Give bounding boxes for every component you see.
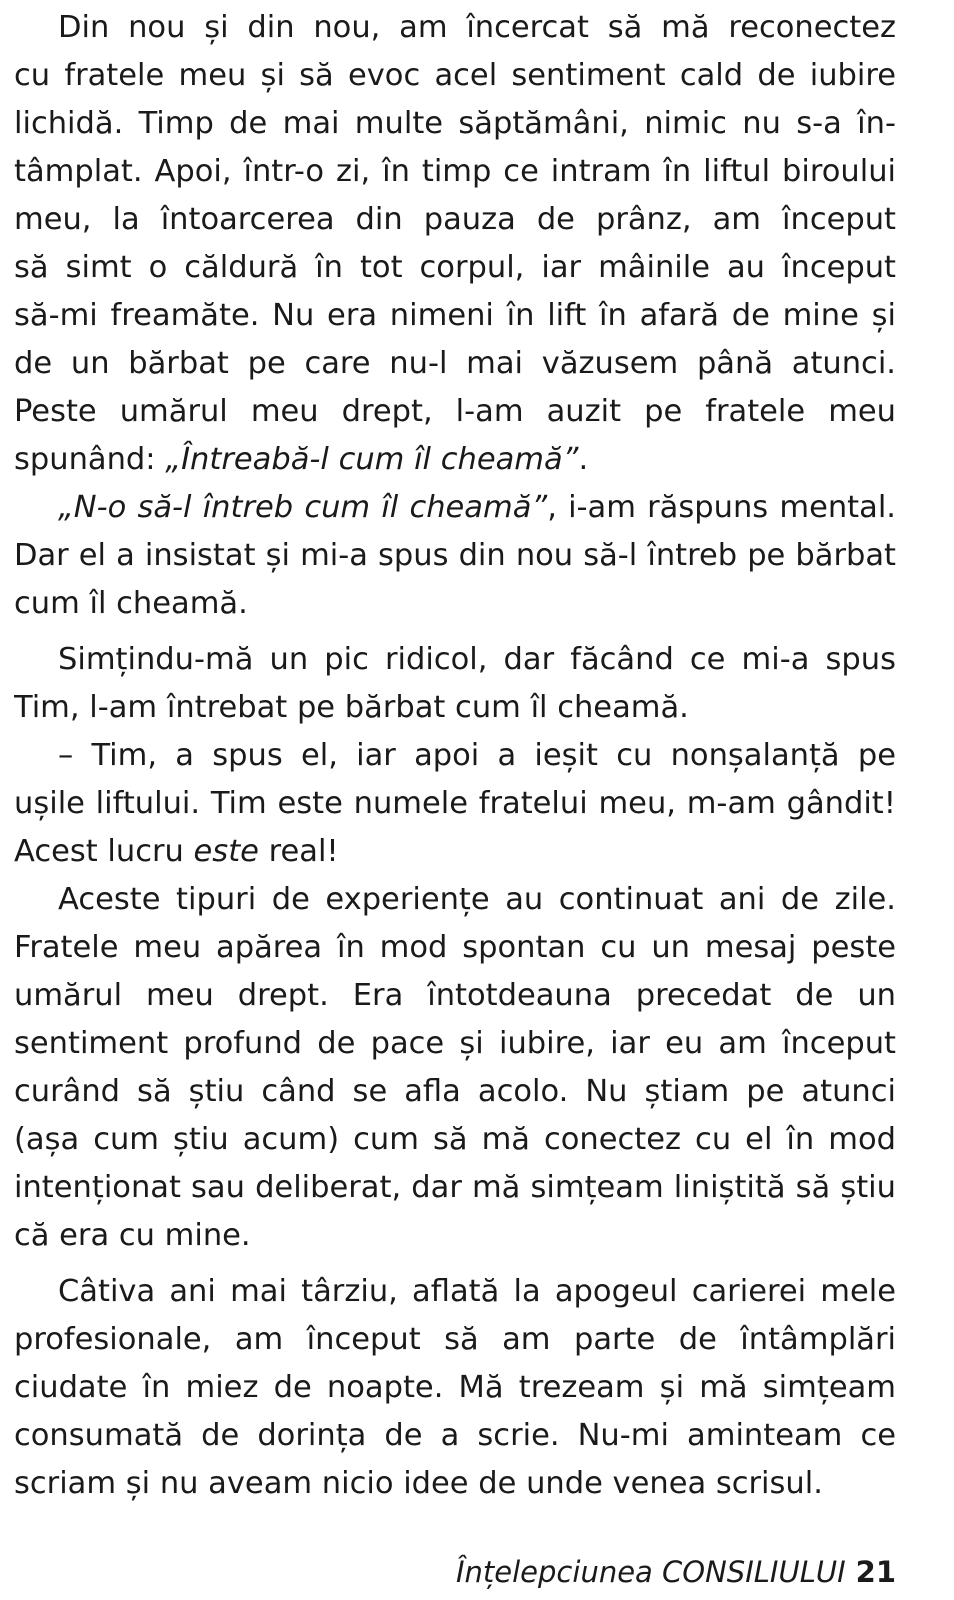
text-line: Peste umărul meu drept, l-am auzit pe fratele meu	[14, 394, 896, 429]
text-line: ciudate în miez de noapte. Mă trezeam și mă simțeam	[14, 1370, 896, 1405]
text-line: – Tim, a spus el, iar apoi a ieșit cu nonșalanță pe	[58, 738, 896, 773]
text-line: să simt o căldură în tot corpul, iar mâinile au început	[14, 250, 896, 285]
page-footer	[456, 1552, 896, 1592]
text-span: spunând:	[14, 442, 166, 477]
text-line: să-mi freamăte. Nu era nimeni în lift în afară de mine și	[14, 298, 896, 333]
text-span: Acest lucru	[14, 834, 194, 869]
italic-word: este	[193, 834, 259, 869]
text-span: .	[578, 442, 589, 477]
paragraph-5	[14, 876, 896, 1260]
text-line: cu fratele meu și să evoc acel sentiment cald de iubire	[14, 58, 896, 93]
text-line: Tim, l-am întrebat pe bărbat cum îl cheamă.	[14, 690, 689, 725]
paragraph-2	[14, 484, 896, 628]
text-line: sentiment profund de pace și iubire, iar eu am început	[14, 1026, 896, 1061]
text-line: (așa cum știu acum) cum să mă conectez cu el în mod	[14, 1122, 896, 1157]
text-line: Dar el a insistat și mi-a spus din nou să-l întreb pe bărbat	[14, 538, 896, 573]
text-line: ușile liftului. Tim este numele fratelui meu, m-am gândit!	[14, 786, 896, 821]
text-line: consumată de dorința de a scrie. Nu-mi aminteam ce	[14, 1418, 896, 1453]
text-line: lichidă. Timp de mai multe săptămâni, nimic nu s-a în-	[14, 106, 896, 141]
text-line: că era cu mine.	[14, 1218, 251, 1253]
text-line: Fratele meu apărea în mod spontan cu un mesaj peste	[14, 930, 896, 965]
text-line: umărul meu drept. Era întotdeauna precedat de un	[14, 978, 896, 1013]
paragraph-6	[14, 1268, 896, 1508]
italic-quote: „Întreabă-l cum îl cheamă”	[165, 442, 579, 477]
text-line	[14, 484, 896, 532]
italic-quote: „N-o să-l întreb cum îl cheamă”	[58, 490, 548, 525]
body-text	[14, 4, 896, 1508]
text-line: de un bărbat pe care nu-l mai văzusem până atunci.	[14, 346, 896, 381]
text-line: Simțindu-mă un pic ridicol, dar făcând ce mi-a spus	[58, 642, 896, 677]
text-line: curând să știu când se afla acolo. Nu știam pe atunci	[14, 1074, 896, 1109]
book-title: Înțelepciunea CONSILIULUI	[455, 1555, 846, 1589]
text-line: cum îl cheamă.	[14, 586, 248, 621]
text-span: , i-am răspuns mental.	[547, 490, 896, 525]
text-line: scriam și nu aveam nicio idee de unde venea scrisul.	[14, 1466, 823, 1501]
text-line: tâmplat. Apoi, într-o zi, în timp ce intram în liftul biroului	[14, 154, 896, 189]
text-line: profesionale, am început să am parte de întâmplări	[14, 1322, 896, 1357]
paragraph-3	[14, 636, 896, 732]
text-line: intenționat sau deliberat, dar mă simțeam liniștită să știu	[14, 1170, 896, 1205]
text-line: Câtiva ani mai târziu, aflată la apogeul carierei mele	[58, 1274, 896, 1309]
paragraph-1	[14, 4, 896, 484]
page-number: 21	[855, 1555, 896, 1589]
text-line: Din nou și din nou, am încercat să mă reconectez	[58, 10, 896, 45]
text-span: real!	[258, 834, 339, 869]
text-line	[14, 436, 896, 484]
text-line: Aceste tipuri de experiențe au continuat ani de zile.	[58, 882, 896, 917]
text-line	[14, 828, 896, 876]
text-line: meu, la întoarcerea din pauza de prânz, am început	[14, 202, 896, 237]
paragraph-4	[14, 732, 896, 876]
